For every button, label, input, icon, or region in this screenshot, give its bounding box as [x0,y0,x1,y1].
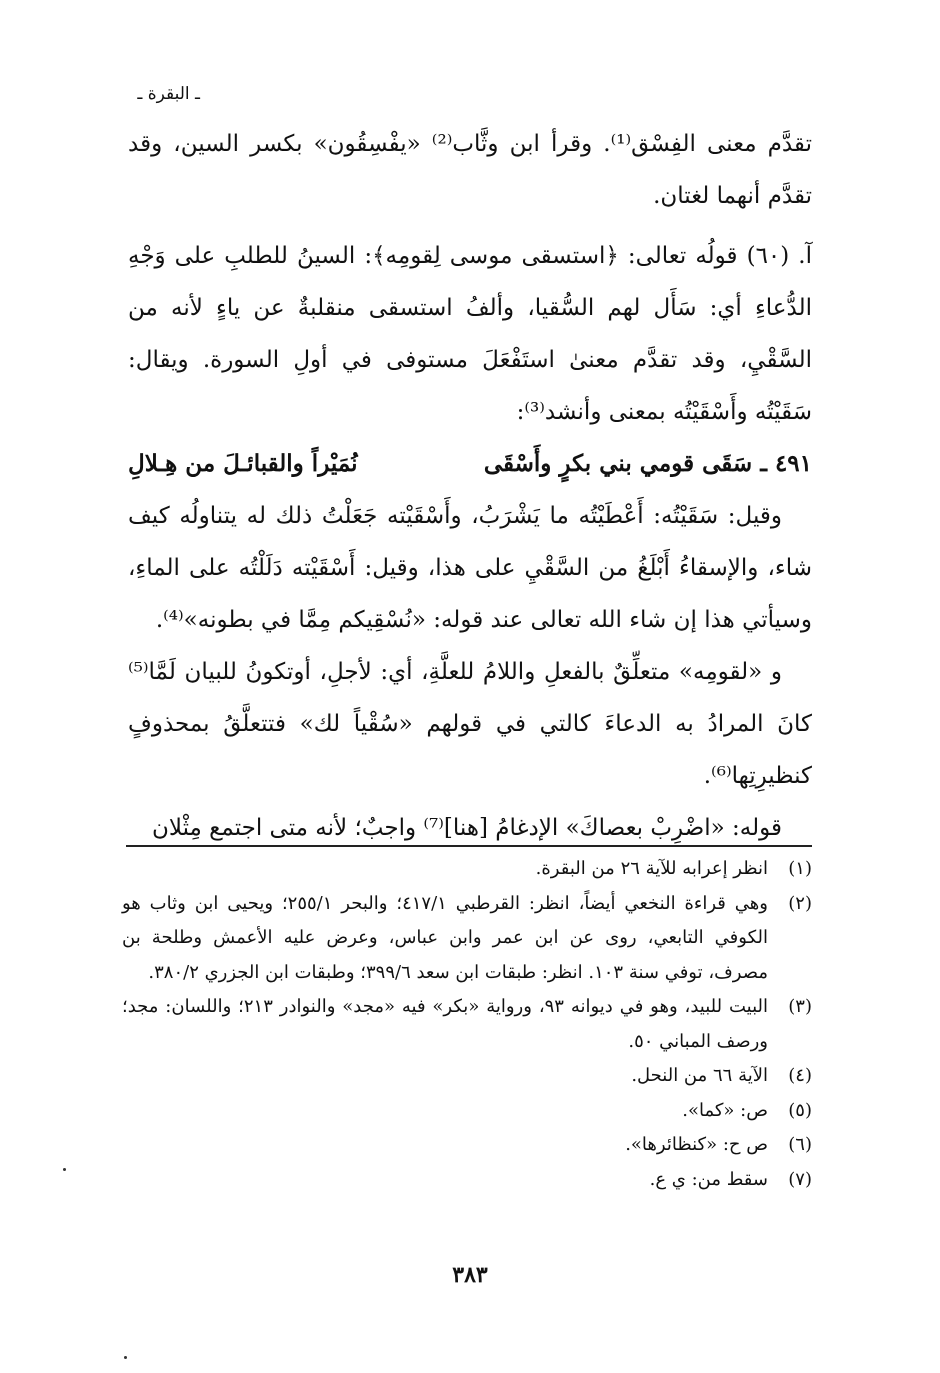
footnote-text: وهي قراءة النخعي أيضاً، انظر: القرطبي ٤١٧/١؛ والبحر ٢٥٥/١؛ ويحيى ابن وثاب هو الكوفي التابعي، روى عن ابن عمر وابن عباس، وعرض عليه الأعمش وطلحة بن مصرف، توفي سنة ١٠٣. انظر: طبقات ابن سعد ٣٩٩/٦؛ وطبقات ابن الجزري ٣٨٠/٢. [122,892,768,983]
footnote-text: الآية ٦٦ من النحل. [631,1065,768,1086]
footnote-text: ص: «كما». [682,1099,768,1121]
footnote-text: ص ح: «كنظائرها». [625,1134,768,1155]
footnote-number: (٤) [788,1065,812,1086]
paragraph-1: تقدَّم معنى الفِسْق⁽¹⁾. وقرأ ابن وثَّاب⁽²⁾ «يفْسِقُون» بكسر السين، وقد تقدَّم أنهما لغتان. [128,131,812,209]
footnote [122,990,812,1059]
verse-first-hemistich: ٤٩١ ـ سَقَى قومي بني بكرٍ وأَسْقَى [483,450,812,477]
footnote [122,1094,812,1129]
scan-speck [63,1168,66,1171]
paragraph-4: و «لقومِه» متعلِّقٌ بالفعلِ واللامُ للعلَّةِ، أي: لأجلِ، أوتكونُ للبيان لَمَّا⁽⁵⁾ كانَ المرادُ به الدعاءَ كالتي في قولهم «سُقْياً لك» فتتعلَّقُ بمحذوفٍ كنظيرِتِها⁽⁶⁾. [128,659,812,789]
footnote-number: (٣) [788,996,812,1017]
paragraph-5: قوله: «اضْرِبْ بعصاكَ» الإدغامُ [هنا]⁽⁷⁾ واجبٌ؛ لأنه متى اجتمع مِثْلان [151,815,782,841]
page-number: ٣٨٣ [452,1262,488,1288]
running-header: ـ البقرة ـ [137,84,200,104]
paragraph-3: وقيل: سَقَيْتُه: أَعْطَيْتُه ما يَشْرَبُ، وأَسْقَيْته جَعَلْتُ ذلك له يتناولُه كيف شاء، والإسقاءُ أَبْلَغُ من السَّقْيِ على هذا، وقيل: أَسْقَيْته دَلَلْتُه على الماءِ، وسيأتي هذا إن شاء الله تعالى عند قوله: «نُسْقِيكم مِمَّا في بطونه»⁽⁴⁾. [128,503,812,633]
scan-speck [124,1356,127,1359]
footnote [122,1163,812,1198]
main-text [128,118,812,854]
footnote-number: (٥) [788,1099,812,1121]
verse-second-hemistich: نُمَيْراً والقبائـلَ من هِـلالِ [128,450,358,477]
footnote-number: (٧) [788,1168,812,1190]
footnote-divider [126,845,812,847]
footnote-text: البيت للبيد، وهو في ديوانه ٩٣، ورواية «بكر» فيه «مجد» والنوادر ٢١٣؛ واللسان: مجد؛ ورصف المباني ٥٠. [122,996,768,1052]
footnote-number: (١) [788,858,812,879]
footnote [122,887,812,991]
footnote-number: (٦) [788,1134,812,1155]
footnote [122,852,812,887]
paragraph-2: آ. (٦٠) قولُه تعالى: ﴿استسقى موسى لِقومِه﴾: السينُ للطلبِ على وَجْهِ الدُّعاءِ أي: سَأَل لهم السُّقيا، وألفُ استسقى منقلبةٌ عن ياءٍ لأنه من السَّقْيِ، وقد تقدَّم معنىٰ استَفْعَلَ مستوفى في أولِ السورة. ويقال: سَقَيْتُه وأَسْقَيْتُه بمعنى وأنشد⁽³⁾: [128,243,812,425]
footnote-number: (٢) [788,892,812,914]
poetry-verse [128,438,812,490]
footnote-text: انظر إعرابه للآية ٢٦ من البقرة. [535,858,768,879]
footnote [122,1059,812,1094]
footnote [122,1128,812,1163]
footnotes [122,852,812,1197]
footnote-text: سقط من: ي ع. [649,1168,768,1190]
